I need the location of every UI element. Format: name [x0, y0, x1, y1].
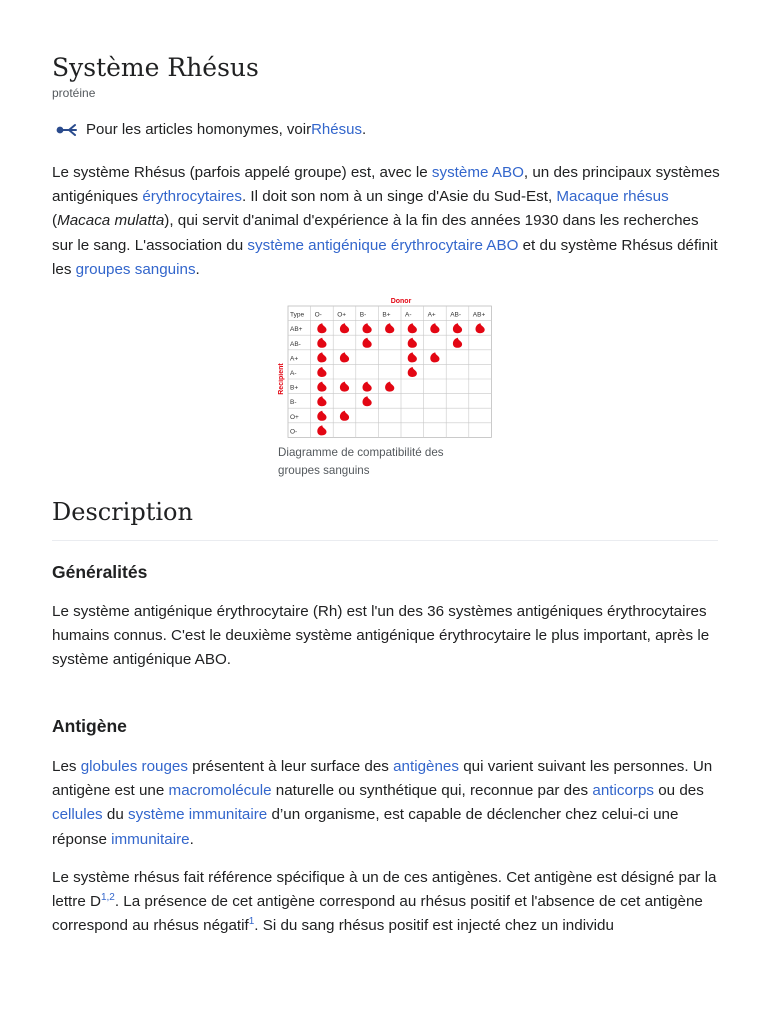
intro-paragraph: Le système Rhésus (parfois appelé groupe) est, avec le système ABO, un des principaux systèmes antigéniques érythrocytaires. Il doit son nom à un singe d'Asie du Sud-Est, Macaque rhésus (Macaca mulatta), qui servit d'animal d'expérience à la fin des années 1930 dans les recherches sur le sang. L'association du système antigénique érythrocytaire ABO et du système Rhésus définit les groupes sanguins.	[52, 164, 720, 278]
link-antigenes[interactable]: antigènes	[393, 758, 459, 775]
ref-1[interactable]: 1	[248, 916, 255, 928]
figure	[278, 296, 494, 480]
donor-label: A-	[405, 311, 412, 319]
link-globules-rouges[interactable]: globules rouges	[80, 758, 188, 775]
recipient-label: A+	[290, 355, 299, 363]
recipient-label: B-	[290, 399, 297, 407]
link-anticorps[interactable]: anticorps	[592, 782, 655, 800]
donor-label: B+	[382, 311, 391, 319]
link-systeme-abo[interactable]: système ABO	[431, 164, 524, 181]
hatnote-text: Pour les articles homonymes, voir	[86, 121, 312, 138]
page-title: Système Rhésus	[52, 53, 259, 82]
figure-caption: Diagramme de compatibilité des groupes sanguins	[278, 446, 444, 477]
antigene-paragraph-2: Le système rhésus fait référence spécifique à un de ces antigènes. Cet antigène est désigné par la lettre D$^{1,2}$. La présence de cet antigène correspond au rhésus positif et l'absence de cet antigène correspond au rhésus négatif$^1$. Si du sang rhésus positif est injecté chez un individu	[52, 869, 717, 935]
donor-label: O-	[314, 311, 322, 319]
recipient-label: O-	[290, 428, 298, 436]
donor-label: A+	[427, 311, 436, 319]
page-subtitle: protéine	[52, 86, 96, 100]
link-systeme-antigenique-abo[interactable]: système antigénique érythrocytaire ABO	[247, 236, 519, 254]
compatibility-chart[interactable]	[278, 296, 494, 440]
hatnote-end: .	[361, 121, 367, 138]
italic-species: Macaca mulatta	[57, 212, 165, 230]
donor-label: AB-	[450, 311, 462, 319]
disambiguation-icon	[56, 123, 78, 137]
chart-corner-label: Type	[290, 311, 305, 319]
link-cellules[interactable]: cellules	[52, 806, 103, 824]
link-macaque-rhesus[interactable]: Macaque rhésus	[556, 188, 669, 206]
donor-label: O+	[337, 311, 347, 319]
subsection-heading-generalites: Généralités	[52, 562, 148, 582]
recipient-label: O+	[290, 413, 299, 421]
chart-title: Donor	[390, 298, 412, 305]
recipient-label: AB+	[290, 326, 303, 334]
chart-ylabel: Recipient	[278, 363, 285, 395]
donor-label: B-	[359, 311, 367, 319]
link-macromolecule[interactable]: macromolécule	[168, 782, 272, 800]
antigene-paragraph-1: Les globules rouges présentent à leur surface des antigènes qui varient suivant les personnes. Un antigène est une macromolécule naturelle ou synthétique qui, reconnue par des anticorps ou des cellules du système immunitaire d’un organisme, est capable de déclencher chez celui-ci une réponse immunitaire.	[52, 758, 713, 848]
section-heading-description: Description	[52, 498, 193, 526]
link-groupes-sanguins[interactable]: groupes sanguins	[75, 260, 196, 278]
subsection-heading-antigene: Antigène	[52, 716, 127, 736]
link-systeme-immunitaire[interactable]: système immunitaire	[128, 806, 268, 824]
section-divider	[52, 540, 718, 541]
recipient-label: B+	[290, 384, 299, 392]
link-erythrocytaires[interactable]: érythrocytaires	[142, 188, 242, 206]
ref-1-2[interactable]: 1,2	[100, 892, 115, 904]
recipient-label: AB-	[290, 340, 301, 348]
donor-label: AB+	[472, 311, 486, 319]
generalites-paragraph: Le système antigénique érythrocytaire (Rh) est l'un des 36 systèmes antigéniques érythrocytaires humains connus. C'est le deuxième système antigénique érythrocytaire le plus important, après le système antigénique ABO.	[52, 603, 710, 669]
hatnote-link-rhesus[interactable]: Rhésus	[311, 121, 362, 138]
hatnote	[56, 120, 366, 140]
recipient-label: A-	[290, 370, 297, 377]
link-immunitaire[interactable]: immunitaire	[111, 830, 190, 848]
